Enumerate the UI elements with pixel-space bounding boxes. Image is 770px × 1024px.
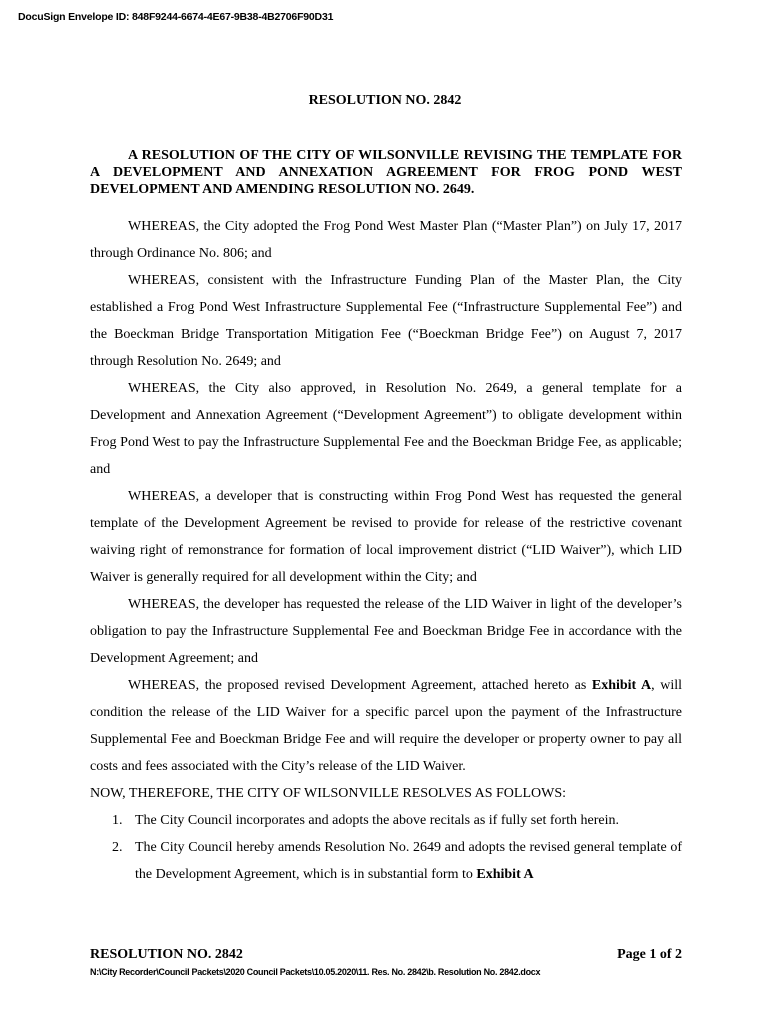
exhibit-reference: Exhibit A [476, 867, 534, 882]
recital-text: WHEREAS, the proposed revised Development Agreement, attached hereto as [128, 678, 592, 693]
recital-paragraph: WHEREAS, consistent with the Infrastructure Funding Plan of the Master Plan, the City established a Frog Pond West Infrastructure Supplemental Fee (“Infrastructure Supplemental Fee”) and the Boeckman Bridge Transportation Mitigation Fee (“Boeckman Bridge Fee”) on August 7, 2017 through Resolution No. 2649; and [90, 273, 682, 369]
item-text: The City Council incorporates and adopts the above recitals as if fully set forth herein. [135, 813, 620, 828]
document-body [90, 213, 682, 888]
recital-paragraph: WHEREAS, the developer has requested the release of the LID Waiver in light of the developer’s obligation to pay the Infrastructure Supplemental Fee and Boeckman Bridge Fee in accordance with the Development Agreement; and [90, 597, 682, 666]
recital-paragraph: WHEREAS, the City also approved, in Resolution No. 2649, a general template for a Development and Annexation Agreement (“Development Agreement”) to obligate development within Frog Pond West to pay the Infrastructure Supplemental Fee and the Boeckman Bridge Fee, as applicable; and [90, 381, 682, 477]
resolution-item [90, 807, 682, 834]
recital-paragraph: WHEREAS, the City adopted the Frog Pond West Master Plan (“Master Plan”) on July 17, 2017 through Ordinance No. 806; and [90, 219, 682, 261]
item-text: The City Council hereby amends Resolution No. 2649 and adopts the revised general template of the Development Agreement, which is in substantial form to [135, 840, 682, 882]
recital-text: , will condition the release of the LID Waiver for a specific parcel upon the payment of the Infrastructure Supplemental Fee and Boeckman Bridge Fee and will require the developer or property owner to pay all costs and fees associated with the City’s release of the LID Waiver. [90, 678, 682, 774]
envelope-id: DocuSign Envelope ID: 848F9244-6674-4E67-9B38-4B2706F90D31 [18, 11, 334, 23]
item-number: 2. [112, 840, 123, 855]
resolution-title: RESOLUTION NO. 2842 [308, 93, 462, 108]
file-path: N:\City Recorder\Council Packets\2020 Council Packets\10.05.2020\11. Res. No. 2842\b. Resolution No. 2842.docx [90, 967, 541, 977]
exhibit-reference: Exhibit A [591, 678, 652, 693]
page-number: Page 1 of 2 [617, 947, 682, 962]
footer-resolution: RESOLUTION NO. 2842 [90, 947, 243, 962]
item-number: 1. [112, 813, 123, 828]
recital-paragraph-exhibit [90, 672, 682, 780]
recital-paragraph: WHEREAS, a developer that is constructing within Frog Pond West has requested the general template of the Development Agreement be revised to provide for release of the restrictive covenant waiving right of remonstrance for formation of local improvement district (“LID Waiver”), which LID Waiver is generally required for all development within the City; and [90, 489, 682, 585]
resolves-heading: NOW, THEREFORE, THE CITY OF WILSONVILLE RESOLVES AS FOLLOWS: [90, 786, 567, 801]
resolution-item [90, 834, 682, 888]
resolution-subtitle: A RESOLUTION OF THE CITY OF WILSONVILLE REVISING THE TEMPLATE FOR A DEVELOPMENT AND ANNEXATION AGREEMENT FOR FROG POND WEST DEVELOPMENT AND AMENDING RESOLUTION NO. 2649. [90, 148, 682, 197]
